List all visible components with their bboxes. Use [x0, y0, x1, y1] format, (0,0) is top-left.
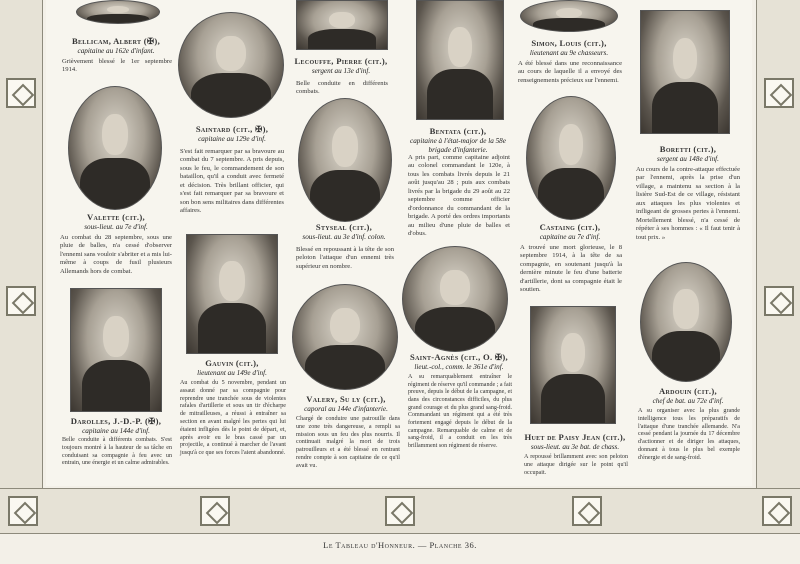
page-footer: Le Tableau d'Honneur. — Planche 36.	[323, 540, 477, 550]
rosette-ornament	[572, 496, 602, 526]
entry-caption: Bentata (cit.), capitaine à l'état-major de la 58e brigade d'infanterie.	[410, 126, 506, 154]
portrait-photo	[640, 262, 732, 382]
entry-caption: Lecouffe, Pierre (cit.), sergent au 13e d'inf.	[294, 56, 388, 75]
entry-text: S'est fait remarquer par sa bravoure au combat du 7 septembre. A pris depuis, sous le feu, le commandement de son bataillon, qu'il a conduit avec fermeté et décision. Très brillant officier, qui s'est fait remarquer par sa bravoure et son bon sens militaires dans différentes affaires.	[180, 148, 284, 215]
rosette-ornament	[762, 496, 792, 526]
portrait-photo	[520, 0, 618, 32]
portrait-photo	[402, 246, 508, 352]
entry-text: A été blessé dans une reconnaissance au cours de laquelle il a envoyé des renseignements précieux sur l'ennemi.	[518, 60, 622, 84]
entry-caption: Styseal (cit.), sous-lieut. au 3e d'inf. colon.	[302, 222, 386, 241]
entry-text: A su remarquablement entraîner le régiment de réserve qu'il commande ; a fait preuve, depuis le début de la campagne, et dans des circonstances difficiles, du plus grand courage et du plus grand sang-froid. Commandant un régiment qui a été très fortement engagé depuis le début de la campagne. Remarquable de calme et de sang-froid, il a conduit en les très brillamment son régiment de réserve.	[408, 374, 512, 450]
entry-text: Au combat du 5 novembre, pendant un assaut donné par sa compagnie pour reprendre une tranchée sous de violentes rafales d'artillerie et sous un tir d'écharpe de mitrailleuses, a réussi à entraîner sa section en avant malgré les pertes qui lui étaient infligées dès le point de départ, et, après avoir eu le bras cassé par un projectile, a continué à marcher de l'avant jusqu'à ce que ses forces l'aient abandonné.	[180, 380, 286, 457]
entry-caption: Ardouin (cit.), chef de bat. au 72e d'inf.	[652, 386, 724, 405]
entry-text: A pris part, comme capitaine adjoint au colonel commandant le 120e, à tous les combats livrés depuis le 21 août jusqu'au 28 ; puis aux combats livrés par la brigade du 29 août au 22 septembre comme officier d'ordonnance du commandant de la brigade. A porté des ordres importants au milieu d'une pluie de balles et d'obus.	[408, 154, 510, 237]
rosette-ornament	[6, 286, 36, 316]
rosette-ornament	[8, 496, 38, 526]
portrait-photo	[416, 0, 504, 120]
bottom-border	[0, 488, 800, 534]
entry-caption: Bellicam, Albert (✠), capitaine au 162e d'infant.	[71, 36, 161, 55]
portrait-photo	[76, 0, 160, 24]
entry-text: Au combat du 28 septembre, sous une pluie de balles, n'a cessé d'observer l'ennemi sans vouloir s'abriter et a mis lui-même à coups de fusil plusieurs Allemands hors de combat.	[60, 234, 172, 275]
entry-caption: Saintard (cit., ✠), capitaine au 129e d'inf.	[195, 124, 269, 143]
rosette-ornament	[6, 78, 36, 108]
entry-caption: Castaing (cit.), capitaine au 7e d'inf.	[539, 222, 601, 241]
entry-caption: Saint-Agnès (cit., O. ✠), lieut.-col., comm. le 361e d'inf.	[409, 352, 508, 371]
entry-text: Belle conduite en différents combats.	[296, 80, 388, 96]
entry-text: Blessé en repoussant à la tête de son peloton l'attaque d'un ennemi très supérieur en nombre.	[296, 246, 394, 270]
right-border	[756, 0, 800, 532]
portrait-photo	[296, 0, 388, 50]
entry-caption: Boretti (cit.), sergent au 148e d'inf.	[657, 144, 719, 163]
entry-text: Belle conduite à différents combats. S'est toujours montré à la hauteur de sa tâche en conduisant sa compagnie à feu avec un entrain, une énergie et un calme admirables.	[62, 437, 172, 467]
portrait-photo	[640, 10, 730, 134]
entry-caption: Darolles, J.-D.-P. (✠), capitaine au 144e d'inf.	[70, 416, 162, 435]
rosette-ornament	[200, 496, 230, 526]
portrait-photo	[186, 234, 278, 354]
entry-text: Au cours de la contre-attaque effectuée par l'ennemi, après la prise d'un village, a maintenu sa section à la lisière Sud-Est de ce village, résistant aux attaques les plus violentes et infligeant de grosses pertes à l'ennemi. Mortellement blessé, n'a cessé de répéter à ses hommes : « Il faut tenir à tout prix. »	[636, 166, 740, 241]
portrait-photo	[526, 96, 616, 220]
entry-caption: Simon, Louis (cit.), lieutenant au 9e chasseurs.	[529, 38, 609, 57]
portrait-photo	[292, 284, 398, 390]
rosette-ornament	[764, 78, 794, 108]
entry-text: A repoussé brillamment avec son peloton une attaque dirigée sur le point qu'il occupait.	[524, 454, 628, 476]
entry-caption: Valette (cit.), sous-lieut. au 7e d'inf.	[84, 212, 148, 231]
portrait-photo	[70, 288, 162, 412]
entry-caption: Huet de Paisy Jean (cit.), sous-lieut. au 3e bat. de chass.	[524, 432, 626, 451]
portrait-photo	[530, 306, 616, 424]
entry-caption: Gauvin (cit.), lieutenant au 149e d'inf.	[197, 358, 267, 377]
portrait-photo	[178, 12, 284, 118]
rosette-ornament	[764, 286, 794, 316]
portrait-photo	[68, 86, 162, 210]
entry-caption: Valery, Su ly (cit.), caporal au 144e d'infanterie.	[304, 394, 388, 413]
entry-text: A trouvé une mort glorieuse, le 8 septembre 1914, à la tête de sa compagnie, en soutenant jusqu'à la dernière minute le feu d'une batterie d'artillerie, dont sa compagnie était le soutien.	[520, 244, 622, 294]
portrait-photo	[298, 98, 392, 222]
rosette-ornament	[385, 496, 415, 526]
entry-text: A su organiser avec la plus grande intelligence tous les préparatifs de l'attaque d'une tranchée allemande. N'a cessé pendant la journée du 17 décembre d'actionner et de diriger les attaques, donnant à tous le plus bel exemple d'énergie et de sang-froid.	[638, 408, 740, 461]
entry-text: Chargé de conduire une patrouille dans une zone très dangereuse, a rempli sa mission sous un feu des plus nourris. Il continuait malgré la mort de trois patrouilleurs et a été blessé en rentrant rendre compte à son capitaine de ce qu'il avait vu.	[296, 416, 400, 469]
entry-text: Grièvement blessé le 1er septembre 1914.	[62, 58, 172, 74]
left-border	[0, 0, 43, 532]
